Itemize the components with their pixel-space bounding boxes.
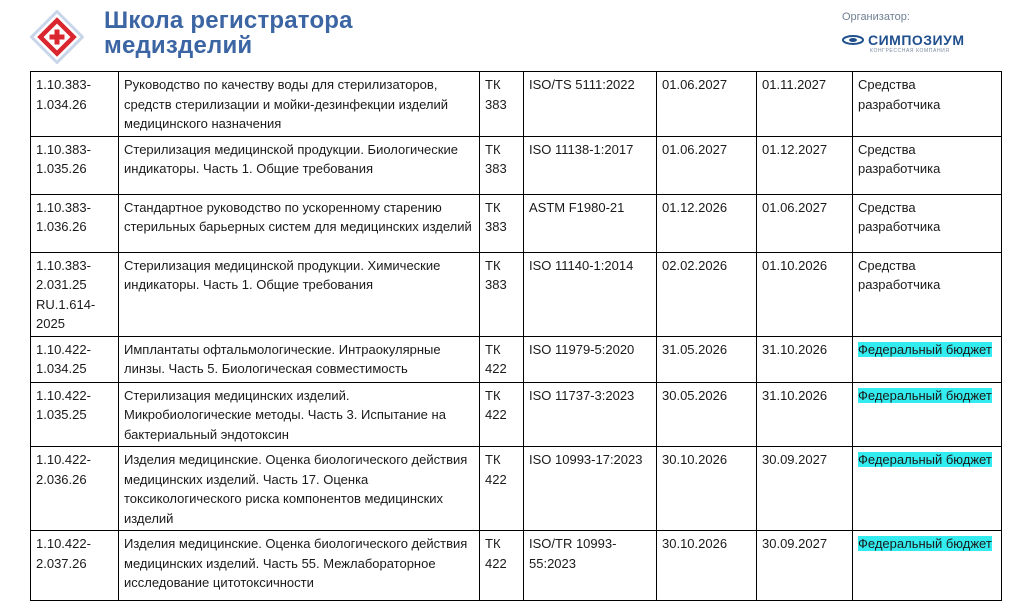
tk-cell: ТК 383: [480, 252, 524, 336]
start-date-cell: 01.06.2027: [657, 72, 757, 137]
organizer-block: [842, 11, 965, 54]
standard-cell: ISO 11140-1:2014: [524, 252, 657, 336]
organizer-subtitle: КОНГРЕССНАЯ КОМПАНИЯ: [870, 48, 950, 54]
funding-cell: [853, 336, 1002, 382]
standard-cell: ISO 11138-1:2017: [524, 136, 657, 194]
funding-highlight: Федеральный бюджет: [858, 452, 992, 467]
table-row: [31, 252, 1002, 336]
end-date-cell: 01.12.2027: [757, 136, 853, 194]
code-cell: 1.10.383-1.035.26: [31, 136, 119, 194]
end-date-cell: 31.10.2026: [757, 382, 853, 447]
standard-cell: ISO/TS 5111:2022: [524, 72, 657, 137]
funding-cell: [853, 447, 1002, 531]
organizer-brand: [842, 33, 965, 47]
tk-cell: ТК 422: [480, 382, 524, 447]
table-row: [31, 531, 1002, 601]
tk-cell: ТК 383: [480, 194, 524, 252]
table-row: [31, 194, 1002, 252]
funding-highlight: Федеральный бюджет: [858, 387, 992, 403]
code-cell: 1.10.383-2.031.25 RU.1.614-2025: [31, 252, 119, 336]
funding-cell: Средства разработчика: [853, 72, 1002, 137]
tk-cell: ТК 422: [480, 531, 524, 601]
name-cell: Изделия медицинские. Оценка биологического действия медицинских изделий. Часть 17. Оценка токсикологического риска компонентов медицинских изделий: [119, 447, 480, 531]
name-cell: Имплантаты офтальмологические. Интраокулярные линзы. Часть 5. Биологическая совместимость: [119, 336, 480, 382]
table-row: [31, 382, 1002, 447]
name-cell: Руководство по качеству воды для стерилизаторов, средств стерилизации и мойки-дезинфекции изделий медицинского назначения: [119, 72, 480, 137]
end-date-cell: 30.09.2027: [757, 531, 853, 601]
code-cell: 1.10.422-1.034.25: [31, 336, 119, 382]
organizer-label: Организатор:: [842, 11, 910, 23]
table-body: [31, 72, 1002, 601]
start-date-cell: 31.05.2026: [657, 336, 757, 382]
organizer-name: СИМПОЗИУМ: [868, 32, 965, 48]
tk-cell: ТК 383: [480, 136, 524, 194]
start-date-cell: 30.05.2026: [657, 382, 757, 447]
standard-cell: ISO 11737-3:2023: [524, 382, 657, 447]
name-cell: Стандартное руководство по ускоренному старению стерильных барьерных систем для медицинских изделий: [119, 194, 480, 252]
standard-cell: ISO 11979-5:2020: [524, 336, 657, 382]
table-row: [31, 136, 1002, 194]
funding-cell: [853, 531, 1002, 601]
funding-highlight: Федеральный бюджет: [858, 536, 992, 551]
funding-cell: Средства разработчика: [853, 194, 1002, 252]
tk-cell: ТК 422: [480, 336, 524, 382]
code-cell: 1.10.422-2.036.26: [31, 447, 119, 531]
start-date-cell: 30.10.2026: [657, 531, 757, 601]
end-date-cell: 01.11.2027: [757, 72, 853, 137]
table-row: [31, 336, 1002, 382]
tk-cell: ТК 383: [480, 72, 524, 137]
name-cell: Стерилизация медицинской продукции. Химические индикаторы. Часть 1. Общие требования: [119, 252, 480, 336]
page-title: [104, 8, 353, 58]
code-cell: 1.10.422-1.035.25: [31, 382, 119, 447]
end-date-cell: 01.06.2027: [757, 194, 853, 252]
code-cell: 1.10.383-1.036.26: [31, 194, 119, 252]
start-date-cell: 01.12.2026: [657, 194, 757, 252]
table-row: [31, 72, 1002, 137]
standards-table: [30, 71, 1002, 601]
code-cell: 1.10.422-2.037.26: [31, 531, 119, 601]
name-cell: Изделия медицинские. Оценка биологического действия медицинских изделий. Часть 55. Межлабораторное исследование цитотоксичности: [119, 531, 480, 601]
standard-cell: ISO 10993-17:2023: [524, 447, 657, 531]
name-cell: Стерилизация медицинских изделий. Микробиологические методы. Часть 3. Испытание на бактериальный эндотоксин: [119, 382, 480, 447]
title-line-1: Школа регистратора: [104, 7, 353, 34]
funding-highlight: Федеральный бюджет: [858, 341, 992, 357]
table-row: [31, 447, 1002, 531]
organizer-logo-icon: [842, 35, 864, 45]
standard-cell: ISO/TR 10993-55:2023: [524, 531, 657, 601]
start-date-cell: 30.10.2026: [657, 447, 757, 531]
standard-cell: ASTM F1980-21: [524, 194, 657, 252]
tk-cell: ТК 422: [480, 447, 524, 531]
funding-cell: [853, 382, 1002, 447]
title-line-2: медизделий: [104, 32, 253, 59]
end-date-cell: 31.10.2026: [757, 336, 853, 382]
name-cell: Стерилизация медицинской продукции. Биологические индикаторы. Часть 1. Общие требования: [119, 136, 480, 194]
medical-cross-diamond-icon: [30, 10, 84, 64]
funding-cell: Средства разработчика: [853, 252, 1002, 336]
start-date-cell: 01.06.2027: [657, 136, 757, 194]
end-date-cell: 01.10.2026: [757, 252, 853, 336]
end-date-cell: 30.09.2027: [757, 447, 853, 531]
code-cell: 1.10.383-1.034.26: [31, 72, 119, 137]
funding-cell: Средства разработчика: [853, 136, 1002, 194]
slide-header: [0, 0, 1024, 70]
start-date-cell: 02.02.2026: [657, 252, 757, 336]
